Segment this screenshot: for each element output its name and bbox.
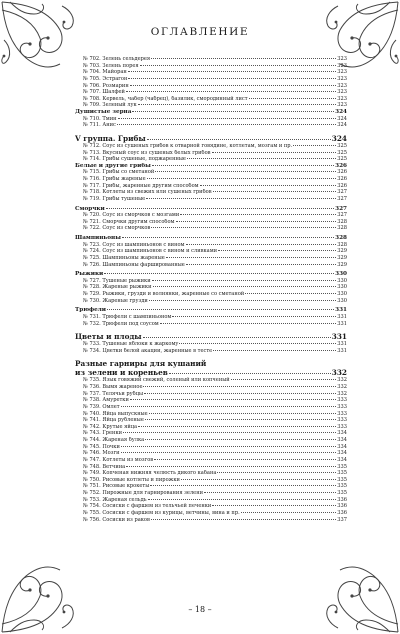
toc-entry — [75, 411, 347, 418]
dot-leader — [166, 257, 336, 258]
dot-leader — [218, 250, 336, 251]
page-number: – 18 – — [188, 605, 212, 614]
dot-leader — [149, 413, 337, 414]
dot-leader — [151, 519, 336, 520]
toc-entry — [75, 384, 347, 391]
toc-entry-page: 331 — [337, 341, 347, 348]
toc-entry-page: 332 — [337, 384, 347, 390]
toc-entry-title: № 749. Копченая нижняя челюсть дикого кабана — [83, 470, 217, 477]
corner-ornament-bottom-right — [310, 559, 400, 634]
dot-leader — [121, 406, 337, 407]
toc-entry-page: 335 — [337, 483, 347, 490]
toc-entry — [75, 96, 347, 103]
toc-entry-title: № 717. Грибы, жаренные другим способом — [83, 182, 199, 189]
toc-entry-title: № 733. Тушеные яблоки к жаркому — [83, 341, 179, 348]
toc-entry-title: Трюфели — [75, 307, 107, 314]
dot-leader — [217, 472, 336, 473]
dot-leader — [149, 300, 337, 301]
dot-leader — [132, 111, 334, 112]
toc-entry — [75, 196, 347, 203]
toc-entry-title: № 729. Рыжики, грузди и волнянки, жаренные со сметаной — [83, 291, 245, 297]
dot-leader — [107, 309, 334, 310]
toc-entry-title: № 750. Рисовые котлеты и пирожки — [83, 476, 180, 483]
toc-entry-title: № 756. Сосиски из раков — [83, 516, 150, 523]
dot-leader — [128, 78, 336, 79]
toc-entry — [75, 189, 347, 196]
toc-entry — [75, 430, 347, 437]
toc-entry-title: № 742. Крутые яйца — [83, 423, 138, 430]
toc-entry-page: 330 — [337, 297, 347, 304]
toc-entry-title: № 711. Анис — [83, 122, 116, 129]
toc-entry-page: 331 — [335, 307, 347, 314]
dot-leader — [150, 485, 336, 486]
toc-entry-title: № 725. Шампиньоны жареные — [83, 254, 165, 261]
toc-entry-title: № 715. Грибы со сметаной — [83, 169, 155, 176]
dot-leader — [231, 379, 337, 380]
toc-entry-title: № 734. Цветки белой акации, жаренные в тесте — [83, 347, 213, 354]
dot-leader — [151, 58, 336, 59]
dot-leader — [169, 373, 331, 374]
toc-entry — [75, 348, 347, 355]
toc-entry-page: 335 — [337, 490, 347, 496]
toc-entry-page: 327 — [337, 195, 347, 202]
toc-entry-title: № 724. Соус из шампиньонов с вином и сливками — [83, 248, 218, 255]
toc-entry-title: № 710. Тмин — [83, 115, 117, 122]
toc-entry — [75, 444, 347, 451]
toc-entry — [75, 417, 347, 424]
dot-leader — [138, 426, 336, 427]
toc-heading — [75, 368, 347, 377]
toc-entry-page: 330 — [337, 284, 347, 291]
toc-entry — [75, 150, 347, 157]
toc-entry-page: 330 — [337, 277, 347, 284]
toc-entry-title: № 730. Жареные грузди — [83, 297, 148, 304]
corner-ornament-bottom-left — [0, 559, 90, 634]
toc-entry-page: 324 — [337, 122, 347, 129]
toc-entry-title: № 708. Кервель, чабер (чабрец), базилик, смородинный лист — [83, 95, 248, 102]
toc-entry-page: 328 — [337, 225, 347, 232]
toc-entry-page: 335 — [337, 476, 347, 483]
toc-entry — [75, 176, 347, 183]
toc-entry-page: 331 — [337, 313, 347, 320]
toc-entry-page: 331 — [337, 347, 347, 354]
toc-entry — [75, 497, 347, 504]
dot-leader — [154, 459, 336, 460]
toc-entry-page: 329 — [337, 254, 347, 261]
toc-entry-title: № 738. Амуретки — [83, 397, 129, 404]
toc-entry-title: № 722. Соус из сморчков — [83, 225, 151, 232]
toc-entry-title: № 755. Сосиски с фаршем из курицы, ветчины, вина и пр. — [83, 509, 240, 516]
toc-entry — [75, 291, 347, 298]
toc-entry-page: 336 — [337, 509, 347, 516]
toc-entry-title: V группа. Грибы — [75, 133, 146, 143]
toc-entry-page: 328 — [337, 241, 347, 248]
toc-entry-page: 323 — [337, 102, 347, 109]
toc-entry-page: 324 — [331, 133, 347, 143]
toc-entry-title: № 709. Зеленый лук — [83, 102, 137, 109]
toc-entry-title: № 727. Тушеные рыжики — [83, 277, 151, 284]
toc-entry-page: 334 — [337, 443, 347, 450]
dot-leader — [245, 293, 336, 294]
toc-entry-page: 325 — [337, 142, 347, 149]
toc-entry-page: 327 — [337, 212, 347, 219]
toc-entry-page: 335 — [337, 470, 347, 477]
dot-leader — [147, 139, 331, 140]
toc-entry — [75, 242, 347, 249]
toc-entry-page: 323 — [337, 89, 347, 96]
toc-entry-page: 323 — [337, 56, 347, 62]
toc-entry — [75, 377, 347, 384]
toc-entry-page: 336 — [337, 503, 347, 510]
toc-entry — [75, 314, 347, 321]
toc-entry-page: 333 — [337, 410, 347, 417]
toc-entry-title: № 719. Грибы тушеные — [83, 195, 146, 202]
toc-entry-title: № 739. Омлет — [83, 403, 120, 410]
toc-entry-title: № 706. Розмарин — [83, 82, 129, 89]
dot-leader — [176, 221, 337, 222]
toc-entry-page: 326 — [337, 169, 347, 176]
dot-leader — [151, 227, 336, 228]
dot-leader — [143, 386, 336, 387]
toc-entry-title: № 736. Вымя жареное — [83, 384, 143, 390]
dot-leader — [213, 350, 336, 351]
toc-entry — [75, 503, 347, 510]
dot-leader — [104, 273, 334, 274]
toc-entry — [75, 183, 347, 190]
toc-heading — [75, 359, 347, 368]
toc-entry-title: Душистые зерна — [75, 109, 132, 115]
dot-leader — [148, 499, 337, 500]
dot-leader — [152, 280, 337, 281]
toc-entry-title: № 703. Зелень порея — [83, 62, 139, 69]
toc-entry-title: № 753. Жареная сельдь — [83, 496, 147, 503]
toc-entry-page: 333 — [337, 403, 347, 410]
toc-entry — [75, 156, 347, 163]
toc-entry — [75, 83, 347, 90]
toc-entry — [75, 450, 347, 457]
dot-leader — [155, 171, 336, 172]
toc-entry-title: № 723. Соус из шампиньонов с вином — [83, 241, 185, 248]
toc-entry-page: 334 — [337, 437, 347, 443]
toc-entry-page: 333 — [337, 423, 347, 430]
toc-entry-title: № 745. Почки — [83, 443, 120, 450]
toc-heading — [75, 271, 347, 278]
toc-entry-page: 333 — [337, 397, 347, 404]
toc-entry-page: 330 — [335, 271, 347, 278]
toc-entry-page: 334 — [337, 430, 347, 437]
toc-entry-page: 332 — [337, 377, 347, 384]
dot-leader — [180, 214, 336, 215]
dot-leader — [126, 91, 336, 92]
toc-entry — [75, 391, 347, 398]
toc-entry-title: № 705. Эстрагон — [83, 75, 128, 82]
dot-leader — [140, 65, 337, 66]
toc-entry-title: № 713. Вкусный соус из сушеных белых грибов — [83, 149, 211, 156]
toc-entry-page: 329 — [337, 261, 347, 268]
toc-entry-page: 336 — [337, 496, 347, 503]
toc-entry-page: 327 — [335, 205, 347, 212]
dot-leader — [146, 198, 336, 199]
dot-leader — [145, 419, 336, 420]
toc-entry — [75, 143, 347, 150]
toc-entry-page: 335 — [337, 463, 347, 470]
toc-entry-title: Разные гарниры для кушаний — [75, 359, 207, 369]
toc-heading — [75, 235, 347, 242]
toc-entry-page: 333 — [337, 417, 347, 424]
toc-entry — [75, 510, 347, 517]
dot-leader — [126, 466, 336, 467]
toc-entry-page: 327 — [337, 189, 347, 196]
dot-leader — [122, 237, 334, 238]
toc-entry-title: № 731. Трюфели с шампиньоном — [83, 313, 172, 320]
toc-entry-page: 337 — [337, 516, 347, 523]
toc-entry — [75, 321, 347, 328]
table-of-contents — [75, 56, 347, 523]
toc-entry-page: 324 — [335, 109, 347, 115]
toc-entry — [75, 517, 347, 524]
toc-entry — [75, 56, 347, 63]
toc-entry — [75, 212, 347, 219]
toc-entry — [75, 437, 347, 444]
toc-entry-title: Сморчки — [75, 205, 105, 212]
toc-entry — [75, 457, 347, 464]
toc-entry-title: № 707. Шалфей — [83, 89, 125, 96]
toc-entry — [75, 89, 347, 96]
toc-entry-title: № 743. Гренки — [83, 430, 123, 437]
toc-entry — [75, 470, 347, 477]
toc-entry — [75, 464, 347, 471]
toc-entry-title: № 732. Трюфели под соусом — [83, 320, 159, 327]
toc-entry — [75, 397, 347, 404]
toc-heading — [75, 307, 347, 314]
toc-entry — [75, 284, 347, 291]
dot-leader — [138, 104, 337, 105]
toc-entry — [75, 225, 347, 232]
toc-entry-page: 323 — [337, 62, 347, 69]
toc-heading — [75, 163, 347, 170]
toc-entry-page: 323 — [337, 82, 347, 89]
toc-entry-title: № 748. Ветчина — [83, 463, 126, 470]
dot-leader — [172, 316, 336, 317]
toc-entry-title: № 712. Соус из сушеных грибов к отварной говядине, котлетам, мозгам и пр. — [83, 142, 293, 149]
toc-entry-title: Шампиньоны — [75, 235, 121, 241]
toc-entry — [75, 404, 347, 411]
toc-entry-page: 331 — [331, 332, 347, 342]
dot-leader — [118, 118, 337, 119]
toc-entry-title: № 720. Соус из сморчков с мозгами — [83, 212, 180, 219]
dot-leader — [121, 446, 336, 447]
toc-entry — [75, 424, 347, 431]
dot-leader — [128, 71, 336, 72]
toc-entry — [75, 169, 347, 176]
toc-entry-title: № 721. Сморчки другим способом — [83, 218, 175, 225]
toc-entry — [75, 116, 347, 123]
toc-entry-title: № 741. Яйца рубленые — [83, 417, 144, 424]
toc-entry-page: 328 — [337, 218, 347, 225]
toc-entry-title: № 702. Зелень сельдерея — [83, 56, 151, 62]
toc-entry — [75, 69, 347, 76]
toc-entry — [75, 248, 347, 255]
toc-entry-title: № 744. Жареная булка — [83, 437, 145, 443]
toc-entry-page: 326 — [337, 182, 347, 189]
toc-heading — [75, 332, 347, 341]
toc-entry-page: 324 — [337, 115, 347, 122]
toc-entry — [75, 262, 347, 269]
toc-entry — [75, 278, 347, 285]
toc-entry-title: № 746. Мозги — [83, 450, 120, 457]
dot-leader — [186, 244, 337, 245]
dot-leader — [147, 178, 337, 179]
toc-entry-title: № 752. Пирожные для гарнирования зелени — [83, 490, 203, 496]
dot-leader — [130, 85, 337, 86]
toc-entry — [75, 341, 347, 348]
toc-entry — [75, 219, 347, 226]
dot-leader — [187, 158, 336, 159]
page-title: ОГЛАВЛЕНИЕ — [150, 26, 250, 38]
toc-entry-title: № 737. Телячьи рубцы — [83, 390, 144, 397]
dot-leader — [153, 286, 337, 287]
toc-entry-title: № 747. Котлеты из мозгов — [83, 456, 154, 463]
dot-leader — [179, 343, 336, 344]
toc-entry — [75, 490, 347, 497]
toc-entry-title: № 726. Шампиньоны фаршированные — [83, 261, 185, 268]
toc-entry-page: 323 — [337, 75, 347, 82]
toc-entry-page: 323 — [337, 95, 347, 102]
toc-entry — [75, 76, 347, 83]
toc-entry — [75, 63, 347, 70]
dot-leader — [241, 512, 337, 513]
dot-leader — [130, 399, 336, 400]
toc-entry-page: 325 — [337, 149, 347, 156]
toc-entry-title: № 751. Рисовые крокеты — [83, 483, 150, 490]
toc-entry-page: 325 — [337, 156, 347, 163]
toc-entry-page: 323 — [337, 69, 347, 76]
dot-leader — [145, 439, 336, 440]
dot-leader — [160, 323, 337, 324]
dot-leader — [121, 452, 337, 453]
toc-heading — [75, 134, 347, 143]
toc-entry-title: № 718. Котлеты из свежих или сушеных грибов — [83, 189, 212, 196]
dot-leader — [212, 505, 336, 506]
dot-leader — [143, 337, 331, 338]
toc-entry-title: Цветы и плоды — [75, 332, 142, 342]
dot-leader — [204, 492, 336, 493]
dot-leader — [186, 264, 336, 265]
toc-entry-page: 329 — [337, 248, 347, 255]
toc-entry-title: № 716. Грибы жареные — [83, 176, 146, 182]
dot-leader — [117, 124, 336, 125]
toc-entry-title: № 714. Грибы сушеные, поджаренные — [83, 156, 186, 163]
toc-entry-page: 334 — [337, 456, 347, 463]
toc-entry-page: 326 — [337, 176, 347, 182]
toc-entry-title: № 754. Сосиски с фаршем из тельчьей печенки — [83, 503, 212, 510]
dot-leader — [200, 185, 337, 186]
dot-leader — [106, 208, 334, 209]
dot-leader — [249, 98, 337, 99]
toc-entry-title: Рыжики — [75, 271, 104, 278]
dot-leader — [144, 393, 336, 394]
dot-leader — [293, 145, 336, 146]
toc-entry-title: из зелени и кореньев — [75, 368, 168, 378]
dot-leader — [212, 152, 337, 153]
toc-entry-page: 328 — [335, 235, 347, 241]
toc-entry — [75, 298, 347, 305]
toc-entry-page: 332 — [337, 390, 347, 397]
toc-entry-title: № 740. Яйца выпускные — [83, 410, 148, 417]
dot-leader — [123, 432, 336, 433]
toc-entry-title: № 728. Жареные рыжики — [83, 284, 152, 291]
toc-heading — [75, 206, 347, 213]
dot-leader — [152, 165, 334, 166]
toc-entry-page: 331 — [337, 320, 347, 327]
toc-entry — [75, 255, 347, 262]
toc-entry-page: 334 — [337, 450, 347, 457]
toc-entry-page: 326 — [335, 162, 347, 169]
toc-entry-page: 330 — [337, 291, 347, 297]
dot-leader — [213, 191, 337, 192]
dot-leader — [181, 479, 336, 480]
toc-entry — [75, 122, 347, 129]
toc-entry — [75, 102, 347, 109]
toc-entry-title: Белые и другие грибы — [75, 162, 151, 169]
toc-entry — [75, 477, 347, 484]
toc-entry — [75, 483, 347, 490]
toc-entry-title: № 735. Язык говяжий свежий, соленый или копченый — [83, 377, 230, 384]
toc-heading — [75, 109, 347, 116]
toc-entry-page: 332 — [331, 368, 347, 378]
toc-entry-title: № 704. Майоран — [83, 69, 127, 76]
